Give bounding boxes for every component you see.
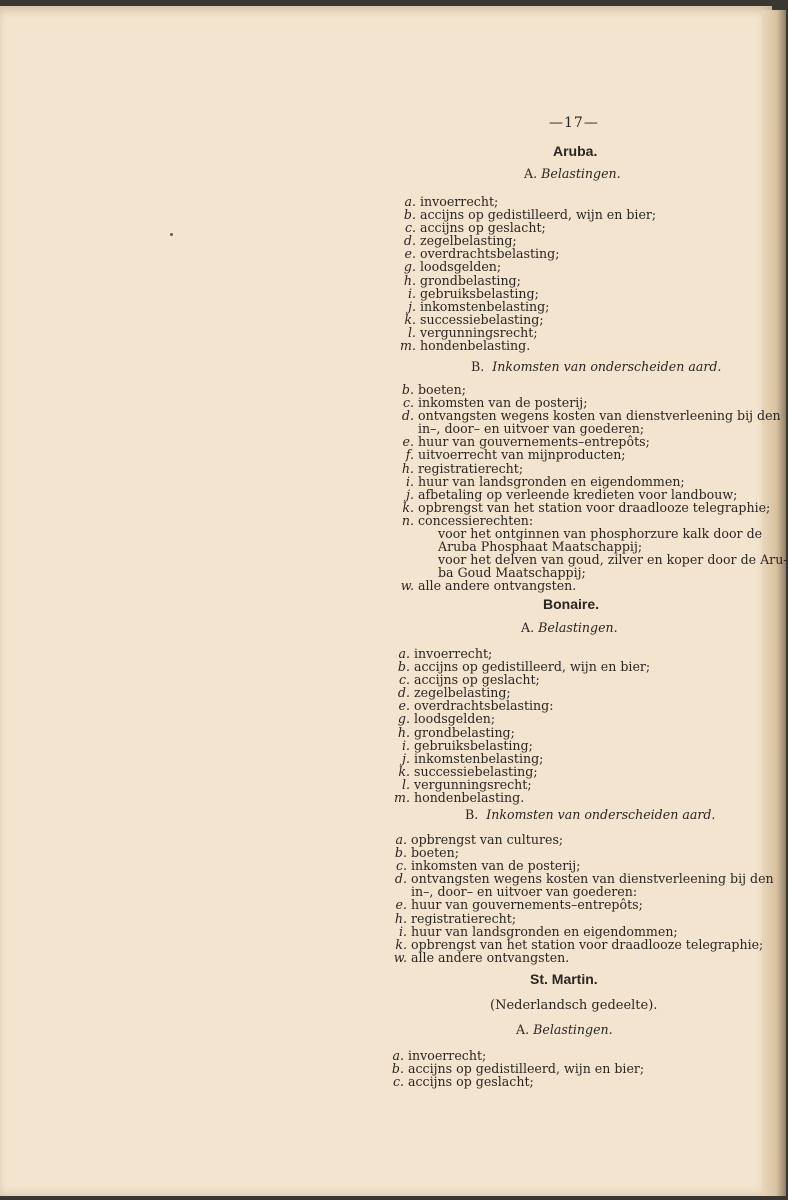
- item-letter: e.: [402, 434, 414, 450]
- list-item: [404, 311, 656, 327]
- item-text: opbrengst van het station voor draadlooze telegraphie;: [411, 936, 764, 952]
- item-text-continuation: in–, door– en uitvoer van goederen:: [411, 884, 638, 900]
- item-text: inkomsten van de posterij;: [411, 858, 581, 874]
- list-item: [394, 871, 774, 900]
- list-item: [401, 460, 788, 476]
- item-text: gebruiksbelasting;: [420, 285, 539, 301]
- list-item: [401, 737, 650, 753]
- item-letter: d.: [394, 871, 407, 887]
- item-letter: h.: [401, 460, 414, 476]
- item-text: hondenbelasting.: [414, 790, 525, 806]
- paper-speck: [170, 233, 173, 236]
- item-letter: h.: [397, 724, 410, 740]
- item-letter: e.: [398, 698, 410, 714]
- item-text: accijns op gedistilleerd, wijn en bier;: [414, 659, 651, 675]
- item-text: loodsgelden;: [420, 259, 502, 275]
- item-letter: m.: [400, 338, 416, 354]
- list-item: [397, 724, 650, 740]
- item-text: loodsgelden;: [414, 711, 496, 727]
- aruba-a-heading-label: A.: [524, 166, 538, 181]
- item-text: voor het ontginnen van phosphorzure kalk door de: [438, 526, 763, 542]
- bonaire-b-heading-text: Inkomsten van onderscheiden aard.: [486, 807, 716, 822]
- list-item: [403, 259, 656, 275]
- item-letter: i.: [398, 923, 407, 939]
- item-text: accijns op gedistilleerd, wijn en bier;: [408, 1061, 645, 1077]
- item-text: afbetaling op verleende kredieten voor landbouw;: [418, 486, 738, 502]
- item-text: overdrachtsbelasting:: [414, 698, 554, 714]
- item-letter: d.: [403, 233, 416, 249]
- item-letter: e.: [395, 897, 407, 913]
- item-text: voor het delven van goud, zilver en koper door de Aru-: [438, 552, 788, 568]
- bonaire-a-heading-text: Belastingen.: [538, 620, 618, 635]
- item-text: hondenbelasting.: [420, 338, 531, 354]
- aruba-b-heading-text: Inkomsten van onderscheiden aard.: [492, 359, 722, 374]
- item-letter: j.: [406, 486, 414, 502]
- aruba-a-heading-text: Belastingen.: [541, 166, 621, 181]
- item-letter: b.: [391, 1061, 404, 1077]
- list-item: [402, 499, 788, 515]
- list-item: [393, 949, 774, 965]
- item-text: invoerrecht;: [414, 646, 493, 661]
- item-text: inkomstenbelasting;: [420, 298, 550, 314]
- aruba-belastingen-list: [400, 194, 657, 354]
- bonaire-inkomsten-list: [393, 832, 774, 965]
- item-text: registratierecht;: [411, 910, 517, 926]
- item-text: grondbelasting;: [420, 272, 521, 288]
- item-text: accijns op geslacht;: [420, 220, 546, 236]
- item-letter: i.: [405, 473, 414, 489]
- item-letter: c.: [398, 672, 410, 688]
- item-letter: i.: [407, 285, 416, 301]
- item-text: huur van gouvernements–entrepôts;: [418, 434, 650, 450]
- page-edge: [762, 10, 786, 1196]
- item-letter: b.: [401, 382, 414, 397]
- item-text: invoerrecht;: [420, 194, 499, 209]
- list-item: [407, 285, 656, 301]
- item-letter: a.: [398, 646, 410, 661]
- item-letter: j.: [408, 298, 416, 314]
- list-item: [408, 298, 656, 314]
- section-title-aruba: Aruba.: [553, 143, 598, 159]
- item-text: accijns op geslacht;: [414, 672, 540, 688]
- list-item: [400, 578, 788, 594]
- aruba-inkomsten-list: [400, 382, 788, 594]
- item-letter: a.: [392, 1048, 404, 1063]
- item-text-continuation: in–, door– en uitvoer van goederen;: [418, 421, 645, 437]
- item-letter: c.: [395, 858, 407, 874]
- item-text: concessierechten:: [418, 512, 534, 528]
- item-letter: i.: [401, 737, 410, 753]
- item-letter: g.: [397, 711, 410, 727]
- section-title-bonaire: Bonaire.: [543, 596, 600, 612]
- st-martin-belastingen-list: [391, 1048, 645, 1090]
- item-text: inkomsten van de posterij;: [418, 395, 588, 411]
- aruba-b-heading: [471, 360, 721, 373]
- item-text: ontvangsten wegens kosten van dienstverleening bij den: [411, 871, 774, 887]
- item-text: uitvoerrecht van mijnproducten;: [418, 447, 626, 463]
- item-text: overdrachtsbelasting;: [420, 246, 560, 262]
- item-text: huur van gouvernements–entrepôts;: [411, 897, 643, 913]
- list-item: [405, 447, 788, 463]
- item-letter: m.: [394, 790, 410, 806]
- list-item: [400, 338, 656, 354]
- item-letter: w.: [400, 578, 414, 594]
- item-text: huur van landsgronden en eigendommen;: [418, 473, 685, 489]
- item-letter: l.: [401, 776, 410, 792]
- document-page: [0, 6, 772, 1196]
- item-text: accijns op gedistilleerd, wijn en bier;: [420, 207, 657, 223]
- item-text: opbrengst van het station voor draadlooze telegraphie;: [418, 499, 771, 515]
- item-text: gebruiksbelasting;: [414, 737, 533, 753]
- list-item: [406, 486, 788, 502]
- item-letter: j.: [402, 750, 410, 766]
- item-text: zegelbelasting;: [414, 685, 511, 701]
- list-item: [395, 897, 774, 913]
- item-letter: b.: [397, 659, 410, 675]
- item-letter: k.: [395, 936, 407, 952]
- list-item: [394, 910, 774, 926]
- item-letter: k.: [402, 499, 414, 515]
- list-item: [403, 272, 656, 288]
- page-number: —17—: [549, 115, 599, 131]
- list-item: [392, 1074, 644, 1090]
- item-letter: h.: [403, 272, 416, 288]
- item-text: successiebelasting;: [420, 311, 544, 327]
- item-text: accijns op geslacht;: [408, 1074, 534, 1090]
- st-martin-subtitle: (Nederlandsch gedeelte).: [490, 998, 658, 1013]
- item-letter: e.: [404, 246, 416, 262]
- list-item: [397, 711, 650, 727]
- st-martin-a-heading: [516, 1023, 613, 1036]
- item-letter: b.: [394, 845, 407, 861]
- list-item: [398, 763, 650, 779]
- bonaire-b-heading-label: B.: [465, 807, 479, 822]
- item-text: vergunningsrecht;: [420, 324, 538, 340]
- item-letter: n.: [401, 512, 414, 528]
- bonaire-belastingen-list: [394, 646, 651, 806]
- item-text: alle andere ontvangsten.: [418, 578, 577, 594]
- item-letter: l.: [407, 324, 416, 340]
- item-text: vergunningsrecht;: [414, 776, 532, 792]
- item-letter: a.: [395, 832, 407, 847]
- item-letter: g.: [403, 259, 416, 275]
- list-item: [395, 832, 774, 847]
- item-letter: c.: [404, 220, 416, 236]
- item-letter: k.: [404, 311, 416, 327]
- list-item: [401, 408, 788, 437]
- item-letter: h.: [394, 910, 407, 926]
- item-text: huur van landsgronden en eigendommen;: [411, 923, 678, 939]
- item-text: invoerrecht;: [408, 1048, 487, 1063]
- list-item: [398, 923, 774, 939]
- item-text: alle andere ontvangsten.: [411, 949, 570, 965]
- item-text-continuation: ba Goud Maatschappij;: [438, 565, 586, 581]
- bonaire-a-heading-label: A.: [521, 620, 535, 635]
- item-text: zegelbelasting;: [420, 233, 517, 249]
- item-letter: c.: [392, 1074, 404, 1090]
- item-letter: b.: [403, 207, 416, 223]
- item-text: opbrengst van cultures;: [411, 832, 564, 847]
- item-letter: d.: [401, 408, 414, 424]
- st-martin-a-heading-label: A.: [516, 1022, 530, 1037]
- item-text: inkomstenbelasting;: [414, 750, 544, 766]
- item-letter: f.: [405, 447, 414, 463]
- section-title-st-martin: St. Martin.: [530, 971, 598, 987]
- item-text: registratierecht;: [418, 460, 524, 476]
- list-item: [395, 936, 774, 952]
- item-text: boeten;: [411, 845, 459, 861]
- item-letter: c.: [402, 395, 414, 411]
- item-text-continuation: Aruba Phosphaat Maatschappij;: [438, 539, 643, 555]
- item-text: successiebelasting;: [414, 763, 538, 779]
- item-letter: k.: [398, 763, 410, 779]
- item-text: grondbelasting;: [414, 724, 515, 740]
- item-letter: a.: [404, 194, 416, 209]
- concession-item: [418, 527, 788, 553]
- item-text: ontvangsten wegens kosten van dienstverleening bij den: [418, 408, 781, 424]
- list-item: [402, 750, 650, 766]
- bonaire-b-heading: [465, 808, 715, 821]
- item-letter: d.: [397, 685, 410, 701]
- aruba-a-heading: [524, 167, 621, 180]
- aruba-b-heading-label: B.: [471, 359, 485, 374]
- list-item: [405, 473, 788, 489]
- list-item: [394, 790, 650, 806]
- st-martin-a-heading-text: Belastingen.: [533, 1022, 613, 1037]
- item-letter: w.: [393, 949, 407, 965]
- bonaire-a-heading: [521, 621, 618, 634]
- item-text: boeten;: [418, 382, 466, 397]
- concession-item: [418, 553, 788, 579]
